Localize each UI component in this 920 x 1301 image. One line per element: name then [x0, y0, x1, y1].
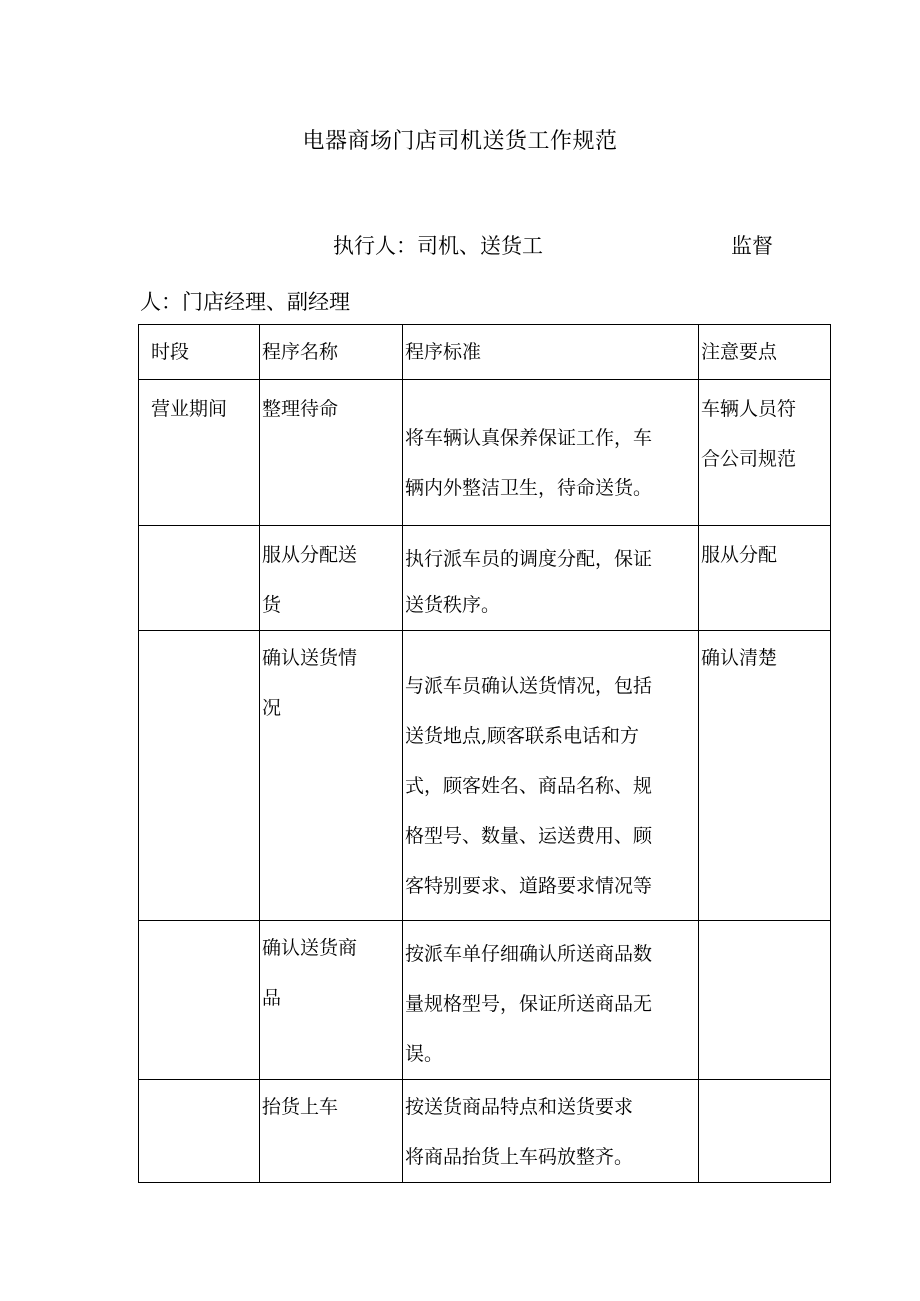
cell-note-line: 服从分配	[701, 544, 778, 566]
header-procedure-standard: 程序标准	[405, 341, 482, 363]
cell-name-line: 整理待命	[262, 398, 339, 420]
procedure-table	[138, 324, 831, 1183]
cell-standard-line: 与派车员确认送货情况，包括	[405, 675, 653, 697]
cell-standard-line: 送货地点,顾客联系电话和方	[405, 725, 640, 747]
header-period: 时段	[151, 341, 190, 363]
table-header-row	[139, 325, 831, 380]
cell-standard-line: 误。	[405, 1043, 444, 1065]
table-row	[139, 526, 831, 631]
cell-standard-line: 将商品抬货上车码放整齐。	[405, 1146, 634, 1168]
cell-standard-line: 辆内外整洁卫生，待命送货。	[405, 477, 653, 499]
supervisor-line: 人：门店经理、副经理	[140, 290, 350, 314]
table-row	[139, 380, 831, 526]
cell-period: 营业期间	[151, 398, 228, 420]
cell-standard-line: 量规格型号，保证所送商品无	[405, 993, 653, 1015]
table-row	[139, 921, 831, 1080]
cell-name-line: 况	[262, 697, 282, 719]
document-title: 电器商场门店司机送货工作规范	[302, 129, 618, 154]
cell-standard-line: 客特别要求、道路要求情况等	[405, 875, 653, 897]
cell-note-line: 确认清楚	[701, 647, 778, 669]
cell-note-line: 合公司规范	[701, 448, 797, 470]
cell-standard-line: 式，顾客姓名、商品名称、规	[405, 775, 653, 797]
table-row	[139, 1080, 831, 1183]
cell-standard-line: 按派车单仔细确认所送商品数	[405, 943, 653, 965]
supervisor-label: 监督	[731, 234, 773, 258]
header-procedure-name: 程序名称	[262, 341, 339, 363]
cell-name-line: 确认送货商	[262, 937, 358, 959]
cell-standard-line: 格型号、数量、运送费用、顾	[405, 825, 653, 847]
table-row	[139, 631, 831, 921]
cell-standard-line: 送货秩序。	[405, 594, 501, 616]
cell-name-line: 品	[262, 987, 282, 1009]
cell-name-line: 货	[262, 594, 282, 616]
cell-standard-line: 将车辆认真保养保证工作，车	[405, 427, 653, 449]
cell-name-line: 抬货上车	[262, 1096, 339, 1118]
cell-standard-line: 按送货商品特点和送货要求	[405, 1096, 634, 1118]
cell-name-line: 确认送货情	[262, 647, 358, 669]
executor-line: 执行人：司机、送货工	[333, 234, 543, 258]
header-notes: 注意要点	[701, 341, 778, 363]
cell-standard-line: 执行派车员的调度分配，保证	[405, 548, 653, 570]
cell-name-line: 服从分配送	[262, 544, 358, 566]
cell-note-line: 车辆人员符	[701, 398, 797, 420]
